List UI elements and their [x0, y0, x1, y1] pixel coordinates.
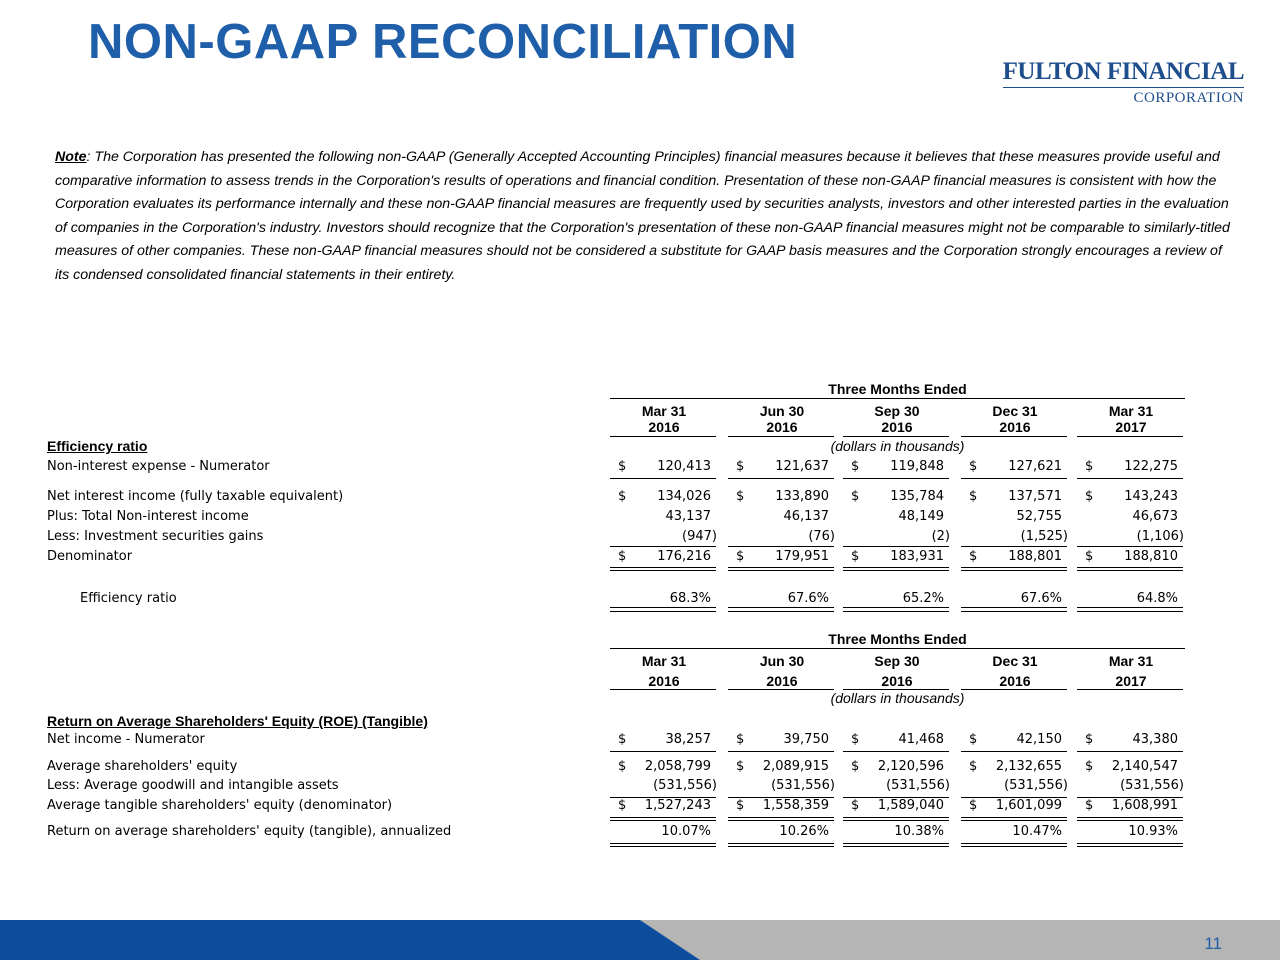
dollar-sign: $ — [969, 489, 978, 504]
dollar-sign: $ — [736, 732, 745, 747]
single-underline — [1077, 478, 1183, 479]
table-cell: 1,601,099 — [995, 798, 1062, 813]
dollar-sign: $ — [851, 759, 860, 774]
table-cell: (2) — [931, 529, 950, 544]
column-header-month: Mar 31 — [641, 403, 687, 419]
column-header-rule — [1077, 436, 1183, 437]
table-cell: 134,026 — [657, 489, 711, 504]
dollar-sign: $ — [736, 759, 745, 774]
dollar-sign: $ — [736, 489, 745, 504]
double-underline — [843, 567, 949, 571]
dollar-sign: $ — [851, 798, 860, 813]
column-header-year: 2016 — [766, 673, 798, 689]
footer-bar-diagonal — [640, 920, 700, 960]
table-cell: 1,608,991 — [1111, 798, 1178, 813]
dollar-sign: $ — [736, 798, 745, 813]
table-cell: 2,120,596 — [877, 759, 944, 774]
table-cell: 43,380 — [1132, 732, 1178, 747]
single-underline — [610, 546, 716, 547]
dollar-sign: $ — [1085, 549, 1094, 564]
table-cell: 1,527,243 — [644, 798, 711, 813]
table-cell: 46,673 — [1132, 509, 1178, 524]
table-cell: 120,413 — [657, 459, 711, 474]
column-header-year: 2016 — [648, 419, 680, 435]
dollar-sign: $ — [851, 459, 860, 474]
dollar-sign: $ — [1085, 759, 1094, 774]
double-underline — [1077, 843, 1183, 847]
table-cell: 2,140,547 — [1111, 759, 1178, 774]
table-cell: 52,755 — [1016, 509, 1062, 524]
single-underline — [610, 607, 716, 608]
page-title: NON-GAAP RECONCILIATION — [88, 15, 798, 69]
row-label: Efficiency ratio — [80, 591, 177, 606]
column-header-month: Mar 31 — [1108, 653, 1154, 669]
table-cell: 127,621 — [1008, 459, 1062, 474]
logo-subtitle: CORPORATION — [1133, 90, 1244, 106]
dollar-sign: $ — [618, 759, 627, 774]
table-cell: 39,750 — [783, 732, 829, 747]
table-cell: 43,137 — [665, 509, 711, 524]
table-cell: 122,275 — [1124, 459, 1178, 474]
single-underline — [728, 478, 834, 479]
double-underline — [843, 843, 949, 847]
row-label: Non-interest expense - Numerator — [47, 459, 270, 474]
dollar-sign: $ — [851, 549, 860, 564]
single-underline — [728, 546, 834, 547]
table-cell: 41,468 — [898, 732, 944, 747]
table-cell: (531,556) — [886, 778, 950, 793]
dollar-sign: $ — [851, 732, 860, 747]
table-cell: 137,571 — [1008, 489, 1062, 504]
single-underline — [728, 751, 834, 752]
single-underline — [1077, 546, 1183, 547]
single-underline — [961, 546, 1067, 547]
company-logo — [1003, 58, 1244, 107]
table-cell: 46,137 — [783, 509, 829, 524]
single-underline — [843, 797, 949, 798]
dollar-sign: $ — [618, 732, 627, 747]
single-underline — [843, 611, 949, 612]
single-underline — [728, 607, 834, 608]
table-cell: 10.38% — [894, 824, 944, 839]
double-underline — [1077, 567, 1183, 571]
dollar-sign: $ — [1085, 459, 1094, 474]
period-header-rule — [610, 398, 1185, 399]
row-label: Average shareholders' equity — [47, 759, 238, 774]
row-label: Plus: Total Non-interest income — [47, 509, 249, 524]
dollar-sign: $ — [736, 459, 745, 474]
table-cell: (1,106) — [1136, 529, 1184, 544]
double-underline — [728, 567, 834, 571]
column-header-year: 2016 — [999, 673, 1031, 689]
dollar-sign: $ — [1085, 489, 1094, 504]
table-cell: 2,058,799 — [644, 759, 711, 774]
double-underline — [1077, 817, 1183, 821]
footer-bar-gray — [700, 920, 1280, 960]
table-cell: 179,951 — [775, 549, 829, 564]
logo-rule — [1003, 87, 1244, 88]
double-underline — [843, 817, 949, 821]
row-label: Less: Average goodwill and intangible assets — [47, 778, 339, 793]
column-header-rule — [728, 436, 834, 437]
single-underline — [843, 478, 949, 479]
column-header-month: Jun 30 — [759, 403, 805, 419]
period-header-rule — [610, 648, 1185, 649]
single-underline — [1077, 607, 1183, 608]
single-underline — [961, 607, 1067, 608]
row-label: Net income - Numerator — [47, 732, 205, 747]
period-header: Three Months Ended — [828, 631, 967, 647]
table-cell: 42,150 — [1016, 732, 1062, 747]
footer-bar-blue — [0, 920, 700, 960]
disclaimer-note — [55, 146, 1230, 287]
single-underline — [728, 797, 834, 798]
units-label: (dollars in thousands) — [830, 438, 965, 454]
single-underline — [1077, 611, 1183, 612]
row-label: Return on average shareholders' equity (tangible), annualized — [47, 824, 452, 839]
column-header-year: 2017 — [1115, 419, 1147, 435]
dollar-sign: $ — [851, 489, 860, 504]
column-header-month: Mar 31 — [1108, 403, 1154, 419]
table-cell: 2,089,915 — [762, 759, 829, 774]
dollar-sign: $ — [1085, 798, 1094, 813]
table-cell: 188,801 — [1008, 549, 1062, 564]
double-underline — [610, 843, 716, 847]
table-cell: 48,149 — [898, 509, 944, 524]
table-cell: 65.2% — [902, 591, 944, 606]
dollar-sign: $ — [618, 798, 627, 813]
dollar-sign: $ — [618, 489, 627, 504]
table-cell: 188,810 — [1124, 549, 1178, 564]
column-header-month: Dec 31 — [992, 653, 1038, 669]
units-label: (dollars in thousands) — [830, 690, 965, 706]
table-cell: (1,525) — [1020, 529, 1068, 544]
period-header: Three Months Ended — [828, 381, 967, 397]
table-cell: 10.07% — [661, 824, 711, 839]
double-underline — [961, 843, 1067, 847]
table-cell: 67.6% — [787, 591, 829, 606]
double-underline — [961, 817, 1067, 821]
double-underline — [728, 817, 834, 821]
table-cell: 10.26% — [779, 824, 829, 839]
single-underline — [961, 751, 1067, 752]
dollar-sign: $ — [969, 759, 978, 774]
table-cell: 68.3% — [669, 591, 711, 606]
column-header-year: 2016 — [881, 673, 913, 689]
column-header-year: 2016 — [766, 419, 798, 435]
column-header-month: Mar 31 — [641, 653, 687, 669]
table-cell: (947) — [682, 529, 717, 544]
table-cell: 1,589,040 — [877, 798, 944, 813]
table-cell: 1,558,359 — [762, 798, 829, 813]
dollar-sign: $ — [1085, 732, 1094, 747]
page-number: 11 — [1204, 934, 1222, 953]
table-cell: 10.47% — [1012, 824, 1062, 839]
table-cell: 64.8% — [1136, 591, 1178, 606]
single-underline — [1077, 797, 1183, 798]
column-header-rule — [961, 436, 1067, 437]
column-header-rule — [843, 436, 949, 437]
table-cell: (531,556) — [1120, 778, 1184, 793]
row-label: Average tangible shareholders' equity (denominator) — [47, 798, 393, 813]
table-cell: 143,243 — [1124, 489, 1178, 504]
table-cell: 38,257 — [665, 732, 711, 747]
double-underline — [961, 567, 1067, 571]
logo-name: FULTON FINANCIAL — [1002, 58, 1244, 85]
column-header-year: 2017 — [1115, 673, 1147, 689]
column-header-month: Jun 30 — [759, 653, 805, 669]
table-cell: (531,556) — [771, 778, 835, 793]
table-cell: (76) — [808, 529, 835, 544]
column-header-month: Sep 30 — [874, 403, 920, 419]
dollar-sign: $ — [969, 549, 978, 564]
single-underline — [728, 611, 834, 612]
section-title: Return on Average Shareholders' Equity (ROE) (Tangible) — [47, 713, 428, 729]
single-underline — [610, 797, 716, 798]
dollar-sign: $ — [969, 732, 978, 747]
table-cell: 135,784 — [890, 489, 944, 504]
double-underline — [610, 567, 716, 571]
single-underline — [843, 607, 949, 608]
table-cell: 121,637 — [775, 459, 829, 474]
single-underline — [961, 478, 1067, 479]
table-cell: 183,931 — [890, 549, 944, 564]
column-header-year: 2016 — [648, 673, 680, 689]
column-header-year: 2016 — [999, 419, 1031, 435]
table-cell: 2,132,655 — [995, 759, 1062, 774]
table-cell: 119,848 — [890, 459, 944, 474]
table-cell: 176,216 — [657, 549, 711, 564]
row-label: Less: Investment securities gains — [47, 529, 264, 544]
column-header-month: Sep 30 — [874, 653, 920, 669]
single-underline — [961, 611, 1067, 612]
row-label: Net interest income (fully taxable equivalent) — [47, 489, 344, 504]
section-title: Efficiency ratio — [47, 438, 148, 454]
dollar-sign: $ — [969, 459, 978, 474]
table-cell: 10.93% — [1128, 824, 1178, 839]
dollar-sign: $ — [618, 459, 627, 474]
table-cell: (531,556) — [1004, 778, 1068, 793]
table-cell: 133,890 — [775, 489, 829, 504]
dollar-sign: $ — [736, 549, 745, 564]
row-label: Denominator — [47, 549, 133, 564]
table-cell: (531,556) — [653, 778, 717, 793]
single-underline — [843, 546, 949, 547]
single-underline — [843, 751, 949, 752]
note-text: : The Corporation has presented the following non-GAAP (Generally Accepted Accounting Principles) financial measures because it believes that these measures provide useful and comparative information to assess trends in the Corporation's results of operations and financial condition. Presentation of these non-GAAP financial measures is consistent with how the Corporation evaluates its performance internally and these non-GAAP financial measures are frequently used by securities analysts, investors and other interested parties in the evaluation of companies in the Corporation's industry. Investors should recognize that the Corporation's presentation of these non-GAAP financial measures might not be comparable to similarly-titled measures of other companies. These non-GAAP financial measures should not be considered a substitute for GAAP basis measures and the Corporation strongly encourages a review of its condensed consolidated financial statements in their entirety. — [55, 149, 1230, 283]
dollar-sign: $ — [618, 549, 627, 564]
double-underline — [610, 817, 716, 821]
table-cell: 67.6% — [1020, 591, 1062, 606]
single-underline — [610, 611, 716, 612]
single-underline — [610, 478, 716, 479]
single-underline — [610, 751, 716, 752]
column-header-rule — [610, 436, 716, 437]
note-label: Note — [55, 149, 87, 165]
column-header-year: 2016 — [881, 419, 913, 435]
double-underline — [728, 843, 834, 847]
single-underline — [1077, 751, 1183, 752]
dollar-sign: $ — [969, 798, 978, 813]
column-header-month: Dec 31 — [992, 403, 1038, 419]
single-underline — [961, 797, 1067, 798]
